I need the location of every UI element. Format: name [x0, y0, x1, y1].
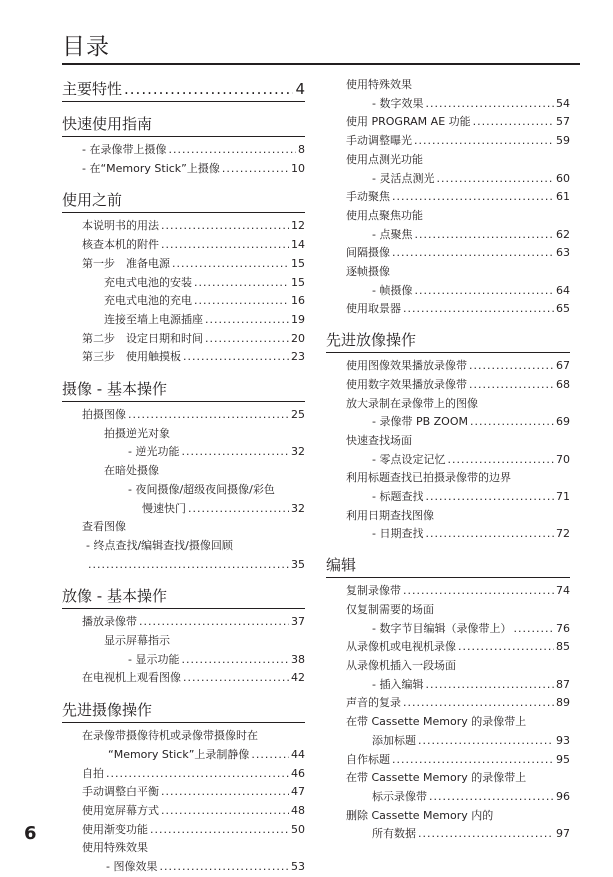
- entry-title: 主要特性: [62, 80, 123, 98]
- page-ref: 23: [291, 350, 305, 364]
- leader-dots: [128, 406, 289, 425]
- toc-entry: [62, 765, 305, 784]
- leader-dots: [183, 669, 289, 688]
- page-ref: 71: [556, 490, 570, 504]
- entry-title: 手动聚焦: [346, 190, 390, 204]
- section-heading: [326, 552, 570, 578]
- entry-title: 先进摄像操作: [62, 701, 153, 720]
- entry-title: 充电式电池的安装: [104, 275, 192, 289]
- entry-title: 从录像机插入一段场面: [346, 658, 456, 672]
- toc-entry: [62, 311, 305, 330]
- toc-subheading: [326, 207, 570, 226]
- page-ref: 20: [291, 331, 305, 345]
- leader-dots: [124, 79, 293, 99]
- toc-entry: [326, 357, 570, 376]
- leader-dots: [436, 170, 554, 189]
- entry-title: 第一步 准备电源: [82, 256, 170, 270]
- entry-title: - 逆光功能: [128, 445, 180, 459]
- leader-dots: [392, 244, 554, 263]
- toc-entry: [326, 488, 570, 507]
- entry-title: 复制录像带: [346, 584, 401, 598]
- page-ref: 25: [291, 408, 305, 422]
- toc-entry: [62, 330, 305, 349]
- page-ref: 32: [291, 445, 305, 459]
- leader-dots: [159, 858, 289, 877]
- toc-entry: [326, 825, 570, 844]
- leader-dots: [222, 160, 289, 179]
- page-ref: 93: [556, 733, 570, 747]
- entry-title: 摄像 - 基本操作: [62, 380, 167, 399]
- leader-dots: [183, 348, 289, 367]
- page-ref: 14: [291, 238, 305, 252]
- page-ref: 53: [291, 860, 305, 874]
- page-ref: 12: [291, 219, 305, 233]
- toc-left-column: [62, 76, 305, 877]
- entry-title: 第三步 使用触摸板: [82, 350, 181, 364]
- leader-dots: [161, 217, 289, 236]
- toc-subheading: [62, 632, 305, 651]
- page-ref: 32: [291, 501, 305, 515]
- page-ref: 54: [556, 96, 570, 110]
- entry-title: 利用标题查找已拍摄录像带的边界: [346, 471, 511, 485]
- leader-dots: [469, 357, 554, 376]
- toc-entry: [326, 376, 570, 395]
- toc-entry: [62, 783, 305, 802]
- page-ref: 38: [291, 652, 305, 666]
- leader-dots: [181, 443, 289, 462]
- page-ref: 50: [291, 822, 305, 836]
- page-ref: 87: [556, 677, 570, 691]
- toc-subheading: [62, 425, 305, 444]
- leader-dots: [447, 451, 554, 470]
- page-ref: 8: [298, 143, 305, 156]
- entry-title: 在电视机上观看图像: [82, 671, 181, 685]
- toc-entry: [62, 746, 305, 765]
- toc-entry: [326, 732, 570, 751]
- entry-title: - 插入编辑: [372, 677, 424, 691]
- page-ref: 69: [556, 415, 570, 429]
- entry-title: 使用点测光功能: [346, 152, 423, 166]
- entry-title: - 日期查找: [372, 527, 424, 541]
- leader-dots: [106, 765, 289, 784]
- page-ref: 60: [556, 171, 570, 185]
- leader-dots: [161, 802, 289, 821]
- entry-title: 删除 Cassette Memory 内的: [346, 808, 494, 822]
- toc-entry: [62, 651, 305, 670]
- leader-dots: [458, 638, 554, 657]
- entry-title: - 点聚焦: [372, 227, 413, 241]
- toc-entry: [62, 443, 305, 462]
- leader-dots: [205, 311, 289, 330]
- toc-entry: [326, 413, 570, 432]
- entry-title: 编辑: [326, 556, 357, 575]
- leader-dots: [425, 525, 554, 544]
- toc-entry: [326, 788, 570, 807]
- leader-dots: [470, 413, 554, 432]
- entry-title: 自拍: [82, 766, 104, 780]
- page-ref: 48: [291, 803, 305, 817]
- page-ref: 72: [556, 527, 570, 541]
- page-ref: 74: [556, 584, 570, 598]
- entry-title: 快速使用指南: [62, 115, 153, 133]
- toc-entry: [326, 676, 570, 695]
- entry-title: 显示屏幕指示: [104, 634, 170, 648]
- entry-title: 仅复制需要的场面: [346, 602, 434, 616]
- toc-entry: [326, 244, 570, 263]
- entry-title: - 在录像带上摄像: [82, 143, 167, 156]
- toc-subheading: [326, 769, 570, 788]
- leader-dots: [392, 751, 554, 770]
- page-ref: 68: [556, 377, 570, 391]
- toc-entry: [326, 188, 570, 207]
- page-ref: 4: [295, 80, 305, 98]
- entry-title: 在暗处摄像: [104, 464, 159, 478]
- toc-subheading: [326, 151, 570, 170]
- leader-dots: [473, 113, 554, 132]
- entry-title: - 标题查找: [372, 490, 424, 504]
- entry-title: 自作标题: [346, 752, 390, 766]
- entry-title: 拍摄图像: [82, 408, 126, 422]
- page-ref: 70: [556, 452, 570, 466]
- toc-subheading: [326, 657, 570, 676]
- toc-entry: [62, 274, 305, 293]
- page-ref: 67: [556, 359, 570, 373]
- toc-entry: [62, 821, 305, 840]
- leader-dots: [425, 95, 554, 114]
- leader-dots: [403, 694, 554, 713]
- entry-title: - 图像效果: [106, 860, 158, 874]
- leader-dots: [188, 500, 289, 519]
- toc-entry: [62, 217, 305, 236]
- toc-entry: [326, 170, 570, 189]
- toc-entry: [326, 582, 570, 601]
- section-heading: [62, 111, 305, 137]
- entry-title: 利用日期查找图像: [346, 508, 434, 522]
- toc-subheading: [326, 807, 570, 826]
- page-ref: 63: [556, 246, 570, 260]
- leader-dots: [414, 132, 554, 151]
- page-ref: 65: [556, 302, 570, 316]
- page-ref: 10: [291, 161, 305, 175]
- entry-title: 使用渐变功能: [82, 822, 148, 836]
- toc-entry: [62, 236, 305, 255]
- section-heading: [62, 376, 305, 402]
- toc-entry: [62, 500, 305, 519]
- leader-dots: [469, 376, 554, 395]
- toc-subheading: [326, 395, 570, 414]
- entry-title: 使用特殊效果: [82, 841, 148, 855]
- entry-title: 使用数字效果播放录像带: [346, 377, 467, 391]
- entry-title: 添加标题: [372, 733, 416, 747]
- entry-title: 充电式电池的充电: [104, 294, 192, 308]
- leader-dots: [205, 330, 289, 349]
- entry-title: 从录像机或电视机录像: [346, 640, 456, 654]
- page-ref: 16: [291, 294, 305, 308]
- toc-entry: [62, 406, 305, 425]
- toc-subheading: [326, 76, 570, 95]
- entry-title: 在录像带摄像待机或录像带摄像时在: [82, 729, 258, 743]
- entry-title: 播放录像带: [82, 615, 137, 629]
- leader-dots: [425, 488, 554, 507]
- entry-title: - 零点设定记忆: [372, 452, 446, 466]
- section-heading: [62, 697, 305, 723]
- section-heading: [62, 583, 305, 609]
- page-ref: 47: [291, 785, 305, 799]
- entry-title: 所有数据: [372, 827, 416, 841]
- entry-title: 使用点聚焦功能: [346, 208, 423, 222]
- page-ref: 46: [291, 766, 305, 780]
- toc-subheading: [62, 839, 305, 858]
- toc-subheading: [62, 481, 305, 500]
- leader-dots: [414, 226, 554, 245]
- leader-dots: [139, 613, 289, 632]
- entry-title: 逐帧摄像: [346, 265, 390, 279]
- toc-entry: [62, 141, 305, 160]
- entry-title: - 灵活点测光: [372, 171, 435, 185]
- page-ref: 15: [291, 275, 305, 289]
- page-ref: 62: [556, 227, 570, 241]
- entry-title: 放像 - 基本操作: [62, 587, 167, 606]
- toc-entry: [326, 620, 570, 639]
- toc-entry: [62, 613, 305, 632]
- entry-title: 手动调整曝光: [346, 134, 412, 148]
- entry-title: 放大录制在录像带上的图像: [346, 396, 478, 410]
- toc-right-column: [326, 76, 570, 844]
- page-ref: 57: [556, 115, 570, 129]
- page-ref: 64: [556, 283, 570, 297]
- leader-dots: [425, 676, 554, 695]
- entry-title: - 终点查找/编辑查找/摄像回顾: [86, 538, 233, 552]
- page-ref: 44: [291, 747, 305, 761]
- entry-title: - 录像带 PB ZOOM: [372, 415, 468, 429]
- entry-title: - 数字节目编辑（录像带上）: [372, 621, 512, 635]
- leader-dots: [403, 582, 554, 601]
- leader-dots: [181, 651, 289, 670]
- page-ref: 61: [556, 190, 570, 204]
- toc-subheading: [326, 263, 570, 282]
- leader-dots: [150, 821, 289, 840]
- page-title: 目录: [62, 34, 110, 60]
- toc-subheading: [326, 713, 570, 732]
- toc-entry: [62, 348, 305, 367]
- entry-title: 使用取景器: [346, 302, 401, 316]
- leader-dots: [172, 255, 289, 274]
- page-ref: 35: [291, 557, 305, 571]
- entry-title: 标示录像带: [372, 789, 427, 803]
- page-number: 6: [24, 823, 37, 844]
- leader-dots: [414, 282, 554, 301]
- toc-entry: [62, 802, 305, 821]
- toc-subheading: [62, 518, 305, 537]
- page-ref: 59: [556, 134, 570, 148]
- toc-entry: [62, 669, 305, 688]
- toc-subheading: [326, 432, 570, 451]
- leader-dots: [194, 274, 289, 293]
- leader-dots: [194, 292, 289, 311]
- leader-dots: [161, 236, 289, 255]
- toc-subheading: [62, 462, 305, 481]
- page-ref: 97: [556, 827, 570, 841]
- entry-title: 间隔摄像: [346, 246, 390, 260]
- entry-title: 拍摄逆光对象: [104, 426, 170, 440]
- entry-title: 使用特殊效果: [346, 78, 412, 91]
- page-ref: 85: [556, 640, 570, 654]
- entry-title: - 帧摄像: [372, 283, 413, 297]
- section-heading: [326, 327, 570, 353]
- toc-entry: [326, 751, 570, 770]
- toc-subheading: [62, 727, 305, 746]
- toc-entry: [326, 300, 570, 319]
- entry-title: 使用图像效果播放录像带: [346, 359, 467, 373]
- toc-entry: [62, 255, 305, 274]
- leader-dots: [403, 300, 554, 319]
- toc-subheading: [326, 507, 570, 526]
- leader-dots: [392, 188, 554, 207]
- toc-entry: [326, 694, 570, 713]
- entry-title: 在带 Cassette Memory 的录像带上: [346, 715, 527, 729]
- entry-title: 在带 Cassette Memory 的录像带上: [346, 771, 527, 785]
- entry-title: 连接至墙上电源插座: [104, 312, 203, 326]
- entry-title: 使用之前: [62, 191, 123, 210]
- toc-entry: [326, 638, 570, 657]
- leader-dots: [88, 556, 289, 575]
- toc-subheading: [62, 537, 305, 556]
- entry-title: - 在“Memory Stick”上摄像: [82, 161, 220, 175]
- toc-entry: [326, 282, 570, 301]
- leader-dots: [418, 825, 554, 844]
- toc-subheading: [326, 469, 570, 488]
- toc-entry: [62, 556, 305, 575]
- page-ref: 15: [291, 256, 305, 270]
- entry-title: - 夜间摄像/超级夜间摄像/彩色: [128, 482, 275, 496]
- toc-entry: [326, 525, 570, 544]
- page-ref: 37: [291, 615, 305, 629]
- page-ref: 76: [556, 621, 570, 635]
- page-ref: 42: [291, 671, 305, 685]
- leader-dots: [429, 788, 554, 807]
- entry-title: 慢速快门: [142, 501, 186, 515]
- leader-dots: [161, 783, 289, 802]
- leader-dots: [513, 620, 554, 639]
- leader-dots: [251, 746, 289, 765]
- toc-subheading: [326, 601, 570, 620]
- section-heading: [62, 76, 305, 102]
- entry-title: 先进放像操作: [326, 331, 417, 350]
- toc-entry: [62, 292, 305, 311]
- page-ref: 19: [291, 312, 305, 326]
- entry-title: 快速查找场面: [346, 433, 412, 447]
- entry-title: 查看图像: [82, 520, 126, 534]
- entry-title: “Memory Stick”上录制静像: [108, 747, 250, 761]
- toc-entry: [62, 160, 305, 179]
- page-ref: 96: [556, 789, 570, 803]
- entry-title: 声音的复录: [346, 696, 401, 710]
- toc-entry: [326, 132, 570, 151]
- entry-title: 使用宽屏幕方式: [82, 803, 159, 817]
- leader-dots: [418, 732, 554, 751]
- page-ref: 89: [556, 696, 570, 710]
- leader-dots: [168, 141, 296, 160]
- entry-title: 使用 PROGRAM AE 功能: [346, 115, 471, 129]
- entry-title: - 数字效果: [372, 96, 424, 110]
- entry-title: 手动调整白平衡: [82, 785, 159, 799]
- toc-entry: [326, 113, 570, 132]
- toc-entry: [326, 226, 570, 245]
- entry-title: 核查本机的附件: [82, 238, 159, 252]
- title-rule: [62, 63, 580, 65]
- entry-title: - 显示功能: [128, 652, 180, 666]
- toc-entry: [62, 858, 305, 877]
- section-heading: [62, 187, 305, 213]
- entry-title: 本说明书的用法: [82, 219, 159, 233]
- page-ref: 95: [556, 752, 570, 766]
- toc-entry: [326, 451, 570, 470]
- entry-title: 第二步 设定日期和时间: [82, 331, 203, 345]
- toc-entry: [326, 95, 570, 114]
